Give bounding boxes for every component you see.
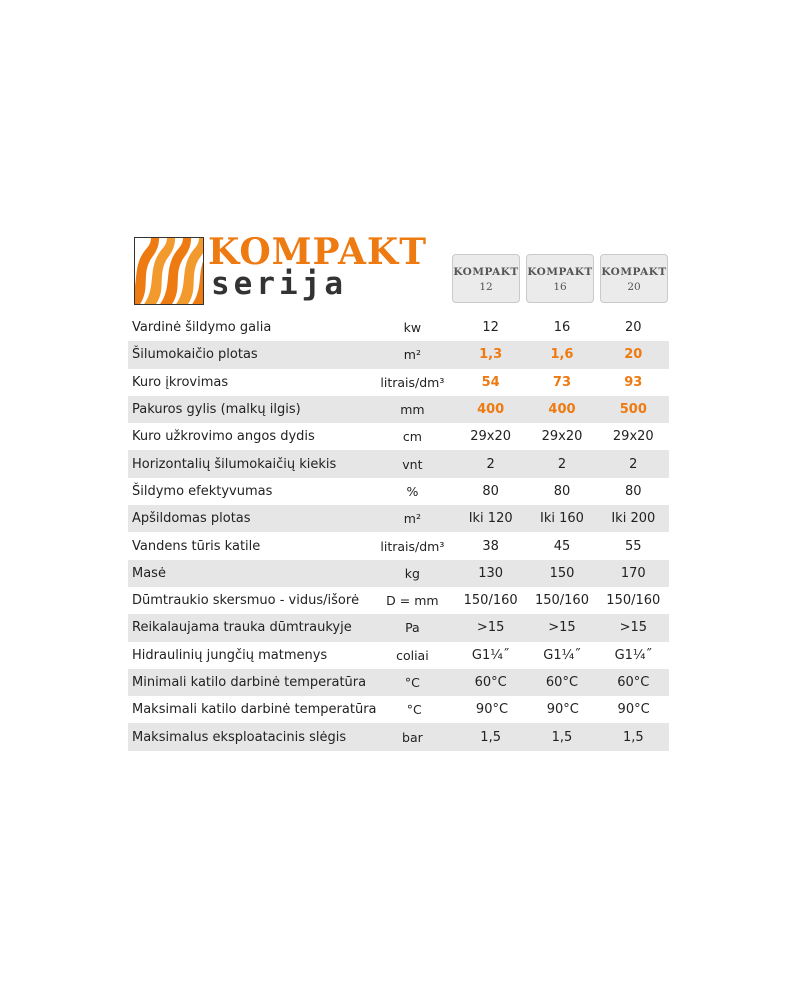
row-value: 60°C (474, 675, 507, 690)
row-value: 2 (486, 456, 495, 472)
row-value: 20 (624, 347, 643, 363)
row-value: 500 (619, 402, 647, 418)
model-header-16 (526, 254, 594, 303)
model-name: KOMPAKT (601, 266, 667, 278)
row-unit: vnt (402, 456, 423, 472)
row-value: 400 (548, 402, 576, 418)
table-row (128, 450, 669, 477)
row-value: 80 (553, 483, 571, 499)
row-value: 60°C (545, 675, 579, 690)
table-row (128, 396, 669, 423)
table-row (128, 696, 669, 723)
table-row (128, 341, 669, 368)
table-row (128, 587, 669, 614)
row-value: Iki 120 (468, 511, 513, 527)
row-unit: m² (403, 511, 421, 527)
row-value: 170 (620, 565, 646, 581)
row-value: 1,5 (622, 729, 644, 745)
row-value: Iki 160 (540, 511, 584, 527)
row-label: Kuro įkrovimas (132, 374, 229, 390)
row-value: 80 (625, 483, 642, 499)
row-label: Pakuros gylis (malkų ilgis) (132, 402, 301, 418)
model-header-20 (600, 254, 668, 303)
row-unit: D = mm (386, 593, 439, 609)
row-label: Maksimali katilo darbinė temperatūra (132, 702, 377, 718)
row-value: 93 (624, 374, 643, 390)
flame-logo-icon (134, 237, 204, 305)
row-value: 55 (625, 538, 642, 554)
row-value: 90°C (617, 702, 650, 718)
row-value: 400 (477, 402, 505, 418)
row-unit: kg (404, 565, 420, 581)
table-row (128, 532, 669, 559)
row-label: Hidraulinių jungčių matmenys (132, 647, 328, 663)
row-value: G1¼˝ (543, 647, 581, 663)
table-row (128, 423, 669, 450)
row-value: 1,3 (479, 347, 503, 363)
row-unit: coliai (396, 647, 429, 663)
row-value: 150/160 (463, 593, 518, 609)
row-unit: litrais/dm³ (380, 538, 445, 554)
row-label: Vandens tūris katile (132, 538, 261, 554)
row-label: Šildymo efektyvumas (132, 483, 273, 499)
row-label: Apšildomas plotas (132, 511, 251, 527)
row-value: 73 (552, 374, 572, 390)
row-unit: Pa (405, 620, 420, 636)
model-number: 16 (553, 281, 567, 293)
row-unit: % (406, 483, 419, 499)
brand-subtitle: serija (211, 266, 347, 302)
row-label: Dūmtraukio skersmuo - vidus/išorė (132, 593, 360, 609)
row-value: 130 (478, 565, 504, 581)
row-value: 1,5 (480, 729, 501, 745)
brand-title: KOMPAKT (208, 231, 427, 273)
row-value: >15 (548, 620, 576, 636)
row-value: >15 (476, 620, 505, 636)
model-name: KOMPAKT (527, 266, 593, 278)
row-value: >15 (619, 620, 648, 636)
row-value: 38 (482, 538, 499, 554)
table-row (128, 505, 669, 532)
table-row (128, 369, 669, 396)
row-label: Maksimalus eksploatacinis slėgis (132, 729, 347, 745)
table-row (128, 314, 669, 341)
model-header-12 (452, 254, 520, 303)
row-value: 54 (481, 374, 500, 390)
row-label: Reikalaujama trauka dūmtraukyje (132, 620, 352, 636)
row-value: 12 (482, 320, 499, 336)
table-row (128, 642, 669, 669)
model-number: 20 (627, 281, 641, 293)
row-value: 29x20 (470, 429, 512, 445)
row-value: 2 (629, 456, 638, 472)
row-value: G1¼˝ (614, 647, 653, 663)
row-label: Kuro užkrovimo angos dydis (132, 429, 315, 445)
row-value: 29x20 (541, 429, 583, 445)
row-value: 1,5 (551, 729, 573, 745)
row-unit: bar (402, 729, 423, 745)
row-value: 150/160 (606, 593, 661, 609)
row-label: Vardinė šildymo galia (132, 320, 272, 336)
row-unit: kw (403, 320, 422, 336)
row-value: 2 (557, 456, 567, 472)
table-row (128, 560, 669, 587)
row-value: 150 (549, 565, 575, 581)
row-value: G1¼˝ (471, 647, 510, 663)
row-value: 20 (625, 320, 642, 336)
row-value: 150/160 (534, 593, 589, 609)
row-unit: litrais/dm³ (380, 374, 445, 390)
row-unit: mm (400, 402, 425, 418)
row-value: Iki 200 (611, 511, 656, 527)
row-value: 80 (482, 483, 499, 499)
row-unit: m² (403, 347, 421, 363)
model-name: KOMPAKT (453, 266, 519, 278)
table-row (128, 478, 669, 505)
table-row (128, 723, 669, 750)
table-row (128, 614, 669, 641)
row-label: Minimali katilo darbinė temperatūra (132, 675, 367, 690)
row-label: Šilumokaičio plotas (132, 347, 258, 363)
row-value: 90°C (546, 702, 579, 718)
row-value: 90°C (475, 702, 509, 718)
row-label: Horizontalių šilumokaičių kiekis (132, 456, 337, 472)
row-value: 29x20 (612, 429, 654, 445)
row-value: 60°C (617, 675, 650, 690)
row-label: Masė (132, 565, 166, 581)
row-unit: °C (406, 702, 422, 718)
table-row (128, 669, 669, 696)
row-value: 45 (553, 538, 571, 554)
row-value: 1,6 (550, 347, 574, 363)
spec-table (128, 314, 669, 751)
row-value: 16 (553, 320, 571, 336)
row-unit: °C (404, 675, 420, 690)
model-number: 12 (479, 281, 493, 293)
row-unit: cm (402, 429, 422, 445)
